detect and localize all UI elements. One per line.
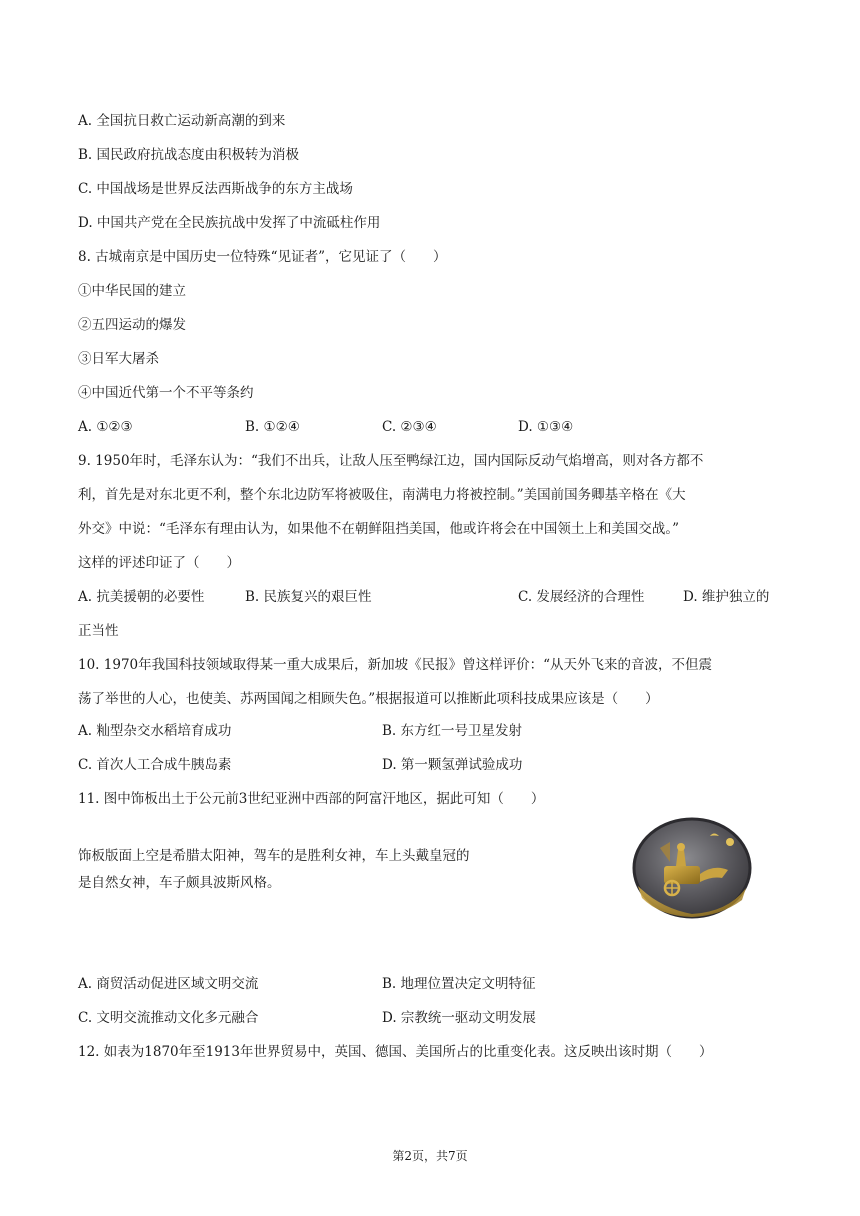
q9-option-d: D. 维护独立的 <box>683 589 770 605</box>
q10-option-c: C. 首次人工合成牛胰岛素 <box>78 757 232 773</box>
q9-stem-line: 外交》中说：“毛泽东有理由认为，如果他不在朝鲜阻挡美国，他或许将会在中国领土上和美国交战。” <box>78 521 680 537</box>
q11-option-b: B. 地理位置决定文明特征 <box>382 976 536 992</box>
q12-stem: 12. 如表为1870年至1913年世界贸易中，英国、德国、美国所占的比重变化表。这反映出该时期（ ） <box>78 1044 713 1060</box>
q8-option-a: A. ①②③ <box>78 419 133 435</box>
q7-option-c: C. 中国战场是世界反法西斯战争的东方主战场 <box>78 181 353 197</box>
q10-option-b: B. 东方红一号卫星发射 <box>382 723 523 739</box>
q8-option-c: C. ②③④ <box>382 419 437 435</box>
q11-option-c: C. 文明交流推动文化多元融合 <box>78 1010 259 1026</box>
q9-stem-line: 这样的评述印证了（ ） <box>78 555 240 571</box>
q9-option-d-wrap: 正当性 <box>78 623 119 639</box>
q8-stem: 8. 古城南京是中国历史一位特殊“见证者”，它见证了（ ） <box>78 249 447 265</box>
q10-stem-line: 荡了举世的人心，也使美、苏两国闻之相顾失色。”根据报道可以推断此项科技成果应该是（ ） <box>78 691 659 707</box>
q7-option-d: D. 中国共产党在全民族抗战中发挥了中流砥柱作用 <box>78 215 381 231</box>
q11-caption-line: 饰板版面上空是希腊太阳神，驾车的是胜利女神，车上头戴皇冠的 <box>78 848 470 864</box>
q8-option-d: D. ①③④ <box>518 419 574 435</box>
q9-option-a: A. 抗美援朝的必要性 <box>78 589 205 605</box>
q11-caption-line: 是自然女神，车子颇具波斯风格。 <box>78 875 281 891</box>
q8-item: ④中国近代第一个不平等条约 <box>78 385 254 401</box>
q10-option-a: A. 籼型杂交水稻培育成功 <box>78 723 232 739</box>
q8-option-b: B. ①②④ <box>245 419 300 435</box>
plaque-image <box>630 816 754 920</box>
q9-stem-line: 9. 1950年时，毛泽东认为：“我们不出兵，让敌人压至鸭绿江边，国内国际反动气焰增高，则对各方都不 <box>78 453 704 469</box>
q8-item: ①中华民国的建立 <box>78 283 186 299</box>
q8-item: ③日军大屠杀 <box>78 351 159 367</box>
q7-option-b: B. 国民政府抗战态度由积极转为消极 <box>78 147 300 163</box>
page-footer: 第2页，共7页 <box>392 1149 468 1163</box>
q9-option-b: B. 民族复兴的艰巨性 <box>245 589 372 605</box>
q10-option-d: D. 第一颗氢弹试验成功 <box>382 757 523 773</box>
q11-option-d: D. 宗教统一驱动文明发展 <box>382 1010 536 1026</box>
q9-stem-line: 利，首先是对东北更不利，整个东北边防军将被吸住，南满电力将被控制。”美国前国务卿基辛格在《大 <box>78 487 686 503</box>
q7-option-a: A. 全国抗日救亡运动新高潮的到来 <box>78 113 286 129</box>
q10-stem-line: 10. 1970年我国科技领域取得某一重大成果后，新加坡《民报》曾这样评价：“从天外飞来的音波，不但震 <box>78 657 713 673</box>
q9-option-c: C. 发展经济的合理性 <box>518 589 645 605</box>
q11-option-a: A. 商贸活动促进区域文明交流 <box>78 976 259 992</box>
q11-stem: 11. 图中饰板出土于公元前3世纪亚洲中西部的阿富汗地区，据此可知（ ） <box>78 791 545 807</box>
q8-item: ②五四运动的爆发 <box>78 317 186 333</box>
